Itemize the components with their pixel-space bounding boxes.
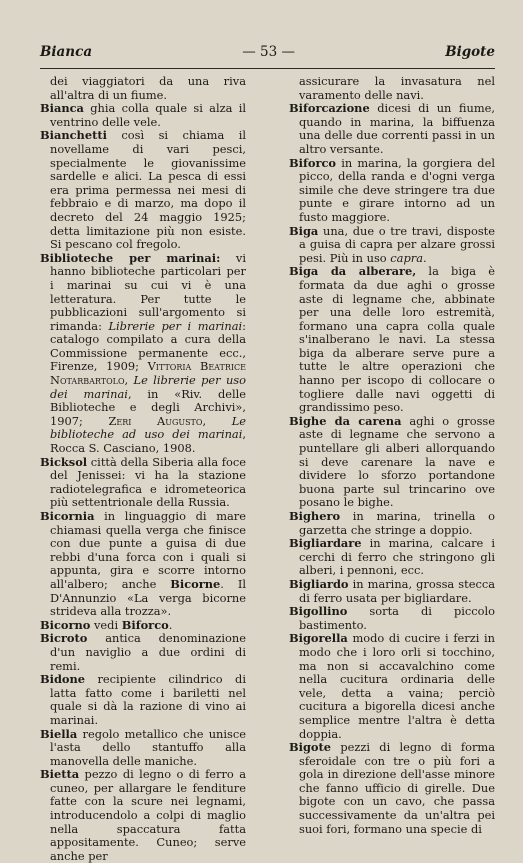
entry-term: Bianca (40, 101, 84, 116)
entry-term: Bigote (289, 740, 332, 755)
entry-text: città della Siberia alla foce del Jenissei: vi ha la stazione radiotelegrafica e idrometeorica più settentrionale della Russia. (50, 454, 246, 510)
header-first-term: Bianca (40, 44, 93, 60)
entry-text: , (124, 373, 134, 388)
entry-text: aghi o grosse aste di legname che servono a puntellare gli alberi allorquando si deve carenare la nave e dividere lo sforzo portandone buona parte sul trincarino ove posano le bighe. (299, 413, 496, 510)
entry-term: Bicorne (170, 576, 221, 591)
dictionary-entry (289, 225, 495, 266)
dictionary-entry (40, 456, 246, 510)
dictionary-entry (289, 578, 495, 605)
dictionary-entry (289, 510, 495, 537)
entry-term: Bianchetti (40, 128, 107, 143)
entry-text: . Il D'Annunzio «La verga bicorne strideva alla trozza». (50, 576, 246, 619)
entry-text: Librerie per i marinai (108, 318, 243, 333)
entry-term: Bicorno (40, 617, 91, 632)
entry-text: antica denominazione d'un naviglio a due ordini di remi. (50, 631, 246, 673)
entry-term: Bigliardo (289, 576, 349, 591)
header-rule (40, 68, 495, 69)
dictionary-entry (40, 728, 246, 769)
entry-term: Bidone (40, 672, 86, 687)
entry-text: Le librerie per uso dei marinai (50, 373, 246, 401)
dictionary-entry (289, 741, 495, 836)
entry-text: . (168, 617, 173, 632)
entry-text: Vittoria Beatrice Notarbartolo (50, 359, 246, 388)
entry-term: Biblioteche per marinai: (40, 250, 221, 265)
dictionary-entry (289, 102, 495, 156)
dictionary-entry (289, 265, 495, 415)
dictionary-entry (289, 157, 495, 225)
entry-term: Biforco (121, 617, 169, 632)
dictionary-entry (40, 673, 246, 727)
entry-text: , in «Riv. delle Biblioteche e degli Archivi», 1907; (50, 386, 247, 428)
entry-text: pezzo di legno o di ferro a cuneo, per allargare le fenditure fatte con la scure nei legnami, introducendolo a colpi di maglio nella spaccatura fatta appositamente. Cuneo; serve anche per (50, 767, 246, 863)
entry-term: Biella (40, 726, 78, 741)
entry-text: Zeri Augusto (108, 413, 203, 428)
entry-text: capra (390, 250, 423, 265)
text-columns (40, 75, 495, 863)
entry-text: in marina, calcare i cerchi di ferro che stringono gli alberi, i pennoni, ecc. (299, 536, 495, 578)
entry-text: ghia colla quale si alza il ventrino delle vele. (50, 101, 246, 129)
entry-text: , Rocca S. Casciano, 1908. (50, 427, 246, 456)
dictionary-entry (289, 415, 495, 510)
entry-text: pezzi di legno di forma sferoidale con tre o più fori a gola in direzione dell'asse minore che fanno ufficio di girelle. Due bigote con un cavo, che passa successivamente da un'altra pei suoi fori, formano una specie di (299, 740, 495, 836)
running-header (40, 44, 495, 66)
entry-text: regolo metallico che unisce l'asta dello stantuffo alla manovella delle maniche. (50, 726, 246, 768)
entry-text: in marina, la gorgiera del picco, della randa e d'ogni verga simile che deve stringere tra due punte e girare intorno ad un fusto maggiore. (299, 155, 495, 224)
entry-term: Bighero (289, 509, 341, 523)
page-number: — 53 — (242, 44, 296, 60)
entry-text: assicurare la invasatura nel varamento delle navi. (299, 74, 495, 102)
dictionary-entry (40, 632, 246, 673)
entry-term: Bigorella (289, 631, 348, 646)
dictionary-entry (40, 102, 246, 129)
entry-text: in marina, grossa stecca di ferro usata per bigliardare. (299, 576, 495, 605)
dictionary-entry (40, 252, 246, 456)
header-last-term: Bigote (445, 44, 495, 60)
entry-term: Biforcazione (289, 101, 370, 116)
entry-text: una, due o tre travi, disposte a guisa di capra per alzare grossi pesi. Più in uso (299, 223, 495, 265)
dictionary-entry (40, 129, 246, 251)
entry-text: dicesi di un fiume, quando in marina, la biffuenza una delle due correnti passi in un altro versante. (299, 101, 495, 156)
dictionary-entry (40, 619, 246, 633)
entry-term: Bigliardare (289, 536, 362, 551)
dictionary-entry (40, 768, 246, 863)
entry-term: Bietta (40, 767, 80, 782)
entry-term: Bicksol (40, 454, 88, 469)
entry-term: Biga da alberare, (289, 264, 417, 279)
entry-term: Biga (289, 223, 319, 238)
entry-term: Bicornia (40, 509, 95, 523)
entry-text: sorta di piccolo bastimento. (299, 604, 495, 632)
entry-term: Bighe da carena (289, 413, 402, 428)
entry-text: : catalogo compilato a cura della Commissione permanente ecc., Firenze, 1909; (50, 318, 246, 374)
entry-text: dei viaggiatori da una riva all'altra di un fiume. (50, 74, 246, 102)
entry-text: in linguaggio di mare chiamasi quella verga che finisce con due punte a guisa di due rebbi d'una forca con i quali si appunta, gira e scorre intorno all'albero; anche (50, 509, 246, 591)
dictionary-entry (40, 510, 246, 619)
entry-term: Bicroto (40, 631, 88, 646)
entry-text: . (423, 250, 427, 265)
entry-text: modo di cucire i ferzi in modo che i loro orli si tocchino, ma non si accavalchino come nella cucitura ordinaria delle vele, detta a vaina; perciò cucitura a bigorella dicesi anche semplice mentre l'altra è detta doppia. (299, 631, 495, 741)
dictionary-entry (289, 632, 495, 741)
entry-text: vi hanno biblioteche particolari per i marinai su cui vi è una letteratura. Per tutte le pubblicazioni sull'argomento si rimanda: (50, 250, 246, 333)
entry-text: Le biblioteche ad uso dei marinai (50, 413, 246, 442)
dictionary-entry (289, 605, 495, 632)
entry-text: la biga è formata da due aghi o grosse aste di legname che, abbinate per una delle loro estremità, formano una capra colla quale s'inalberano le navi. La stessa biga da alberare serve pure a tutte le altre operazioni che hanno per iscopo di collocare o togliere dalle navi oggetti di grandissimo peso. (299, 264, 495, 415)
right-column (289, 75, 495, 863)
dictionary-entry (40, 75, 246, 102)
entry-term: Biforco (289, 155, 336, 170)
dictionary-entry (289, 537, 495, 578)
entry-text: così si chiama il novellame di vari pesci, specialmente le giovanissime sardelle e alici. La pesca di essi era prima permessa nei mesi di febbraio e di marzo, ma dopo il decreto del 24 maggio 1925; detta limitazione più non esiste. Si pescano col fregolo. (50, 128, 246, 252)
left-column (40, 75, 246, 863)
entry-text: in marina, trinella o garzetta che stringe a doppio. (299, 509, 495, 537)
entry-term: Bigollino (289, 604, 348, 619)
dictionary-entry (289, 75, 495, 102)
entry-text: , (202, 413, 232, 428)
entry-text: recipiente cilindrico di latta fatto come i bariletti nel quale si dà la razione di vino ai marinai. (50, 672, 246, 727)
entry-text: vedi (90, 617, 122, 632)
